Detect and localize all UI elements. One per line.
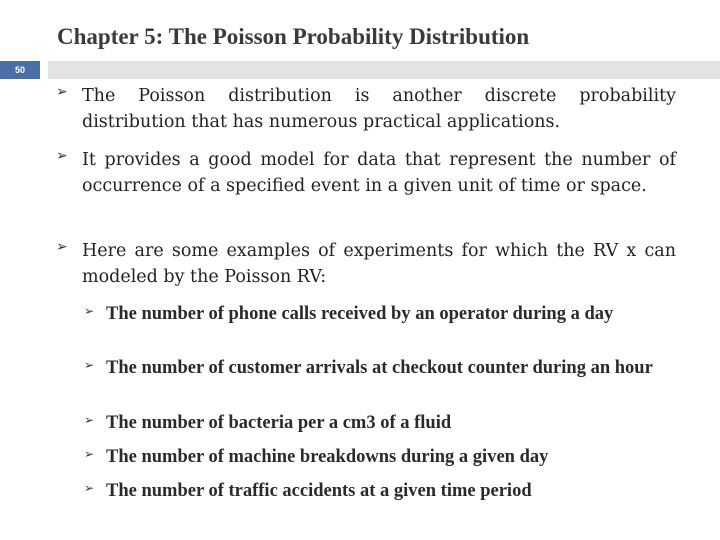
sub-bullet-item bbox=[84, 358, 684, 379]
header-rule bbox=[48, 61, 720, 79]
sub-bullet-item bbox=[84, 481, 684, 502]
bullet-text: The Poisson distribution is another discrete probability distribution that has numerous practical applications. bbox=[82, 86, 676, 132]
arrowhead-bullet-icon: ➢ bbox=[84, 481, 95, 495]
example-text: The number of machine breakdowns during a given day bbox=[106, 447, 549, 467]
arrowhead-bullet-icon: ➢ bbox=[56, 239, 68, 255]
sub-bullet-item bbox=[84, 413, 684, 434]
slide-title: Chapter 5: The Poisson Probability Distribution bbox=[57, 24, 530, 49]
arrowhead-bullet-icon: ➢ bbox=[84, 447, 95, 461]
bullet-item bbox=[56, 238, 676, 290]
arrowhead-bullet-icon: ➢ bbox=[56, 148, 68, 164]
slide-number-badge bbox=[0, 61, 40, 79]
arrowhead-bullet-icon: ➢ bbox=[84, 304, 95, 318]
sub-bullet-item bbox=[84, 304, 684, 325]
bullet-text: Here are some examples of experiments for which the RV x can modeled by the Poisson RV: bbox=[82, 241, 676, 287]
example-text: The number of traffic accidents at a given time period bbox=[106, 481, 532, 501]
example-text: The number of customer arrivals at checkout counter during an hour bbox=[106, 358, 653, 378]
arrowhead-bullet-icon: ➢ bbox=[84, 413, 95, 427]
sub-bullet-item bbox=[84, 447, 684, 468]
arrowhead-bullet-icon: ➢ bbox=[84, 358, 95, 372]
bullet-item bbox=[56, 83, 676, 135]
bullet-item bbox=[56, 147, 676, 199]
bullet-text: It provides a good model for data that represent the number of occurrence of a specified event in a given unit of time or space. bbox=[82, 150, 676, 196]
example-text: The number of phone calls received by an operator during a day bbox=[106, 304, 614, 324]
arrowhead-bullet-icon: ➢ bbox=[56, 84, 68, 100]
slide-number: 50 bbox=[14, 65, 25, 75]
example-text: The number of bacteria per a cm3 of a fluid bbox=[106, 413, 452, 433]
